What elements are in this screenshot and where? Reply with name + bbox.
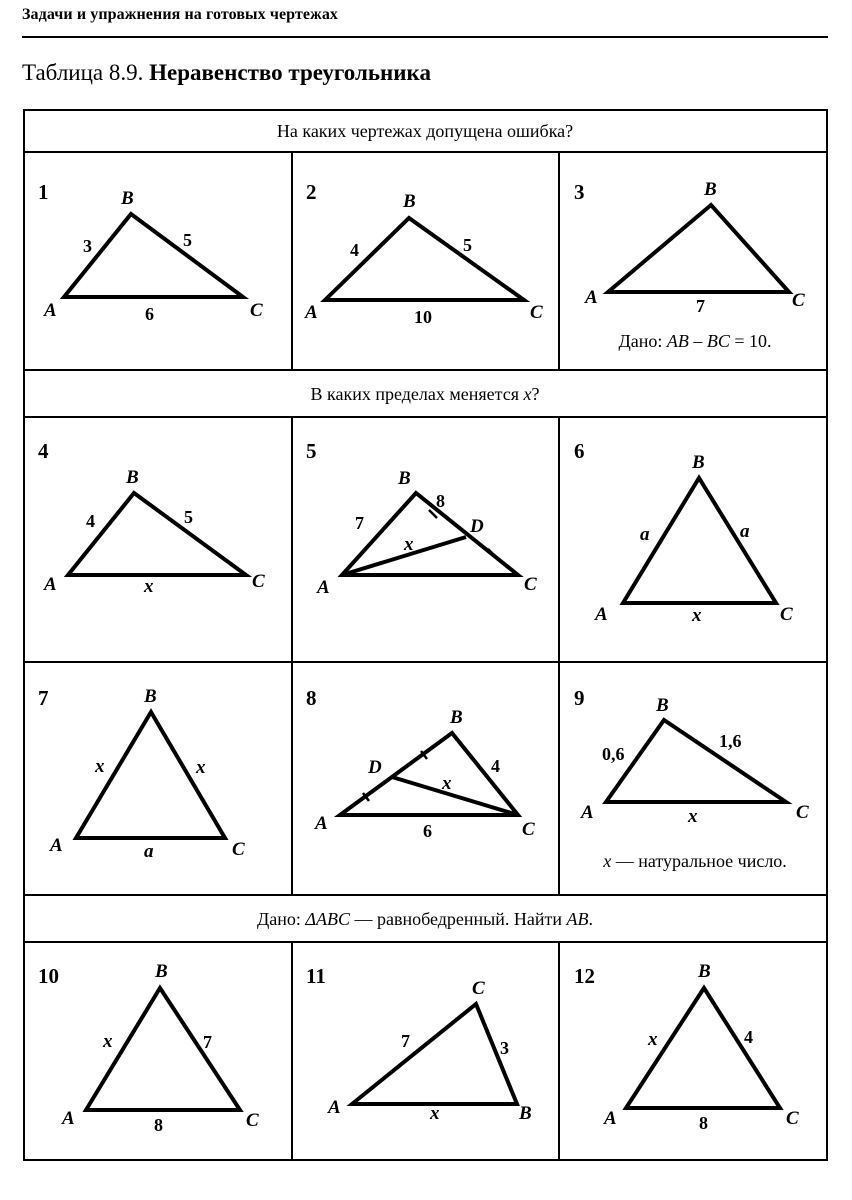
side-label: 0,6: [602, 744, 625, 764]
side-label: x: [430, 1103, 440, 1124]
vertex-label: A: [328, 1097, 341, 1118]
vertex-label: C: [524, 574, 537, 595]
vertex-label: A: [44, 574, 57, 595]
exercise-number-7: 7: [38, 686, 49, 710]
section-header-errors: На каких чертежах допущена ошибка?: [276, 121, 574, 141]
table-name: Неравенство треугольника: [149, 60, 431, 85]
vertex-label: C: [250, 300, 263, 321]
vertex-label: B: [126, 467, 139, 488]
vertex-label: A: [604, 1108, 617, 1129]
vertex-label: D: [470, 516, 484, 537]
side-label: x: [692, 605, 702, 626]
header-end: .: [588, 909, 594, 929]
side-label: 3: [83, 236, 92, 256]
exercise-number-8: 8: [306, 686, 317, 710]
side-label: 4: [744, 1027, 753, 1047]
header-end: ?: [531, 384, 540, 404]
vertex-label: A: [50, 835, 63, 856]
vertex-label: B: [450, 707, 463, 728]
exercise-number-6: 6: [574, 439, 585, 463]
exercise-number-4: 4: [38, 439, 49, 463]
vertex-label: C: [252, 571, 265, 592]
exercise-number-1: 1: [38, 180, 49, 204]
exercise-number-3: 3: [574, 180, 585, 204]
side-label: 6: [423, 821, 432, 841]
note-variable: x: [603, 851, 612, 871]
vertex-label: C: [796, 802, 809, 823]
side-label: 1,6: [719, 731, 742, 751]
note-text: — натуральное число.: [611, 851, 787, 871]
triangle-5: [342, 493, 518, 575]
vertex-label: A: [315, 813, 328, 834]
side-label: 8: [154, 1115, 163, 1135]
vertex-label: C: [472, 978, 485, 999]
side-label: 7: [203, 1032, 212, 1052]
triangle-9: [606, 720, 786, 802]
header-pre: Дано:: [256, 909, 306, 929]
vertex-label: A: [44, 300, 57, 321]
running-head: Задачи и упражнения на готовых чертежах: [22, 6, 339, 23]
tick-marks: [363, 510, 496, 801]
vertex-label: C: [232, 839, 245, 860]
side-label: 6: [145, 304, 154, 324]
side-label: x: [95, 756, 105, 777]
vertex-label: B: [403, 191, 416, 212]
side-label: 7: [696, 296, 705, 316]
side-label: x: [196, 757, 206, 778]
exercise-number-9: 9: [574, 686, 585, 710]
given-condition-3: [618, 331, 771, 351]
given-end: = 10.: [729, 331, 772, 351]
vertex-label: C: [792, 290, 805, 311]
vertex-label: A: [595, 604, 608, 625]
vertex-label: B: [121, 188, 134, 209]
side-label: a: [740, 521, 750, 542]
side-label: 3: [500, 1038, 509, 1058]
vertex-label: A: [317, 577, 330, 598]
vertex-label: B: [519, 1103, 532, 1124]
side-label: 7: [401, 1031, 410, 1051]
side-label: x: [442, 773, 452, 794]
given-prefix: Дано:: [618, 331, 667, 351]
side-label: a: [640, 524, 650, 545]
side-label: a: [144, 841, 154, 862]
header-mid: — равнобедренный. Найти: [349, 909, 567, 929]
section-header-range: [311, 384, 540, 404]
vertex-label: B: [698, 961, 711, 982]
triangle-11: [352, 1004, 517, 1104]
vertex-label: A: [585, 287, 598, 308]
table-number: Таблица 8.9.: [22, 60, 144, 85]
side-label: 8: [436, 491, 445, 511]
vertex-label: C: [780, 604, 793, 625]
side-label: 4: [491, 756, 500, 776]
section-header-isosceles: [257, 909, 593, 929]
triangle-3: [608, 205, 789, 292]
table-border: [24, 110, 827, 1160]
side-label: 5: [463, 235, 472, 255]
exercise-number-12: 12: [574, 964, 595, 988]
side-label: 4: [86, 511, 95, 531]
header-text: В каких пределах меняется: [310, 384, 524, 404]
header-variable: x: [523, 384, 532, 404]
side-label: x: [404, 534, 414, 555]
vertex-label: B: [704, 179, 717, 200]
vertex-label: C: [246, 1110, 259, 1131]
side-label: x: [144, 576, 154, 597]
header-variable: AB: [566, 909, 589, 929]
vertex-label: A: [581, 802, 594, 823]
side-label: 5: [184, 507, 193, 527]
vertex-label: B: [144, 686, 157, 707]
side-label: x: [648, 1029, 658, 1050]
header-math: ΔABC: [305, 909, 350, 929]
vertex-label: B: [398, 468, 411, 489]
vertex-label: B: [656, 695, 669, 716]
vertex-label: A: [62, 1108, 75, 1129]
side-label: x: [103, 1031, 113, 1052]
side-label: x: [688, 806, 698, 827]
vertex-label: C: [530, 302, 543, 323]
side-label: 5: [183, 230, 192, 250]
vertex-label: D: [368, 757, 382, 778]
vertex-label: B: [155, 961, 168, 982]
triangle-4: [68, 493, 246, 575]
table-grid: [24, 110, 827, 1160]
vertex-label: C: [522, 819, 535, 840]
exercise-number-5: 5: [306, 439, 317, 463]
exercise-number-10: 10: [38, 964, 59, 988]
exercise-number-11: 11: [306, 964, 326, 988]
given-math: AB – BC: [666, 331, 730, 351]
note-natural-number: [602, 851, 787, 871]
side-label: 10: [414, 307, 432, 327]
side-label: 8: [699, 1113, 708, 1133]
vertex-label: A: [305, 302, 318, 323]
vertex-label: B: [692, 452, 705, 473]
side-label: 4: [350, 240, 359, 260]
segment-DC-8: [392, 777, 518, 815]
exercise-number-2: 2: [306, 180, 317, 204]
side-label: 7: [355, 513, 364, 533]
vertex-label: C: [786, 1108, 799, 1129]
